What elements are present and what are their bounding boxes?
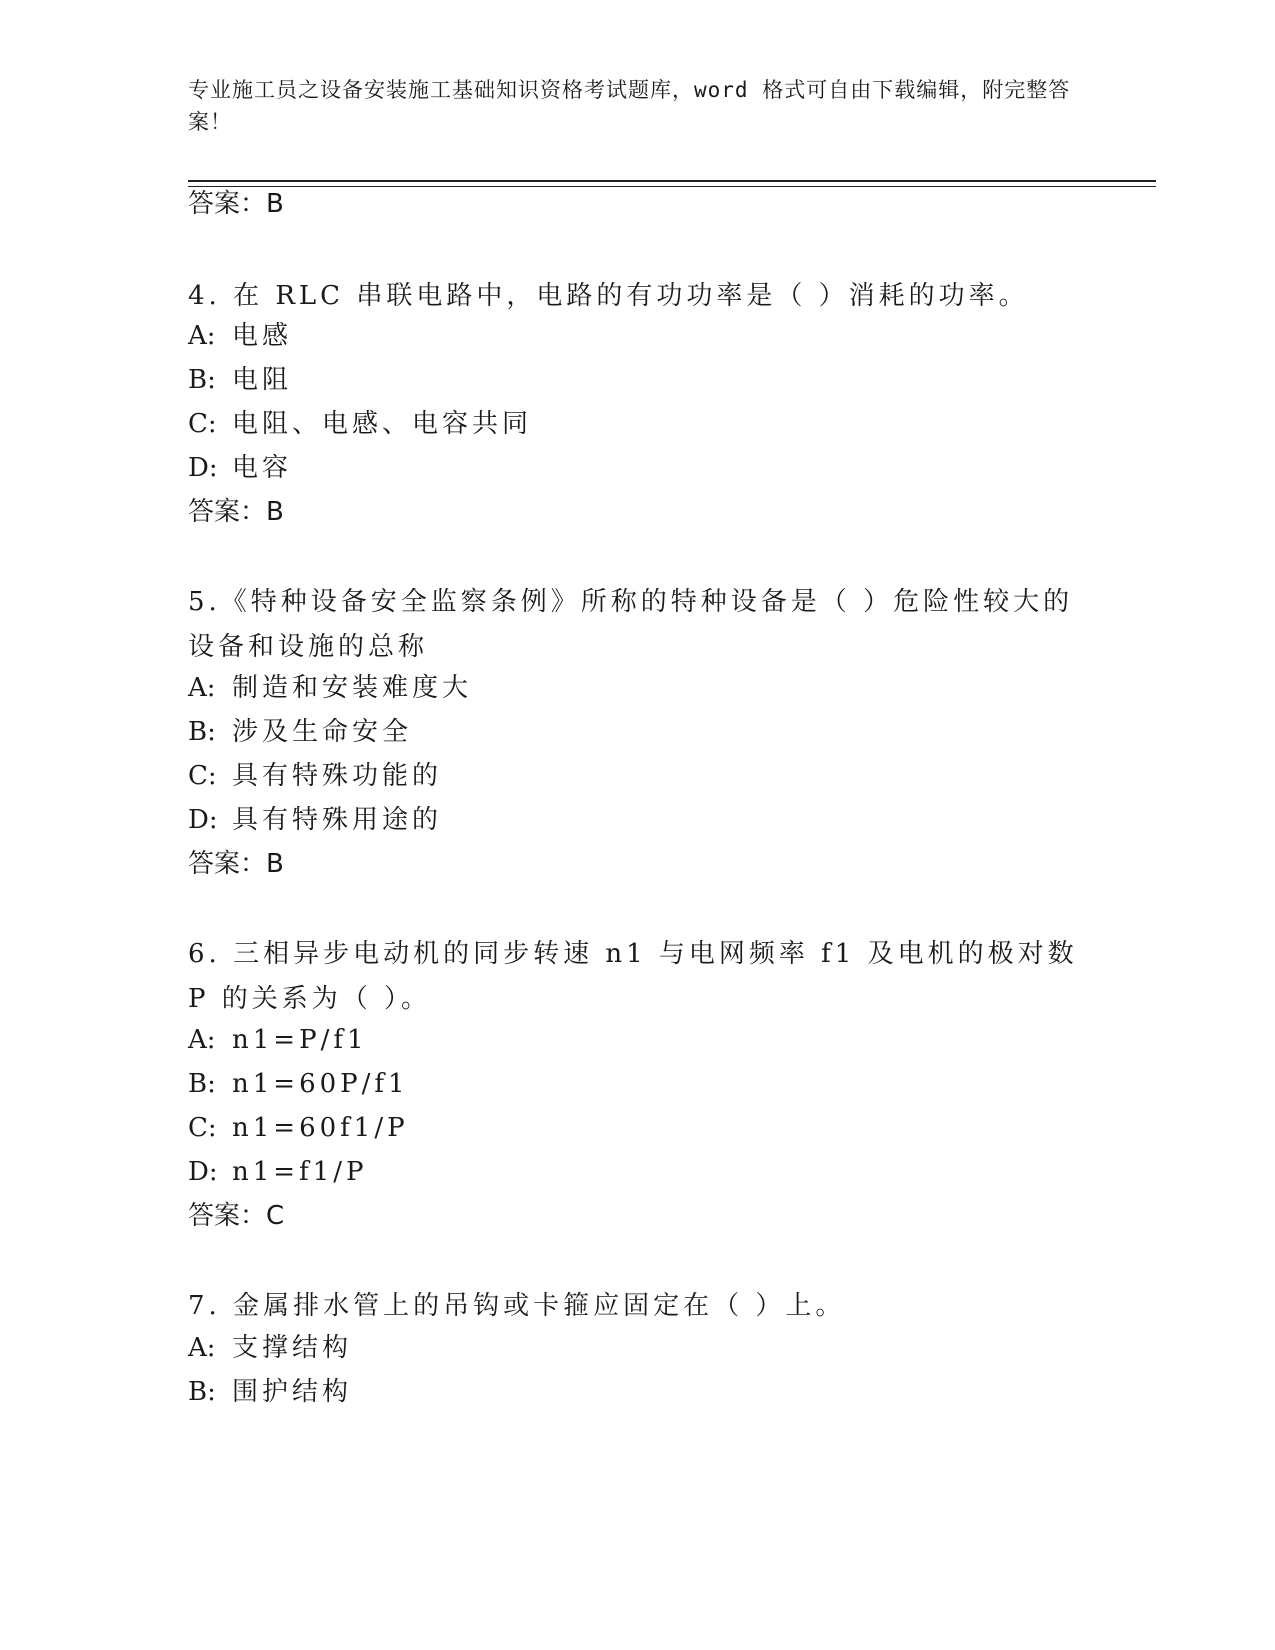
option-text: 制造和安装难度大 xyxy=(232,673,473,703)
question-6-answer: 答案：C xyxy=(188,1201,285,1231)
option-label: B: xyxy=(188,1069,216,1099)
question-4-answer: 答案：B xyxy=(188,497,284,527)
option-label: A: xyxy=(188,673,216,703)
option-label: B: xyxy=(188,1377,216,1407)
option-text: 电容 xyxy=(232,453,293,483)
option-text: 具有特殊用途的 xyxy=(232,805,443,835)
question-7-option-b xyxy=(188,1376,352,1408)
option-text: 围护结构 xyxy=(232,1377,353,1407)
option-label: D: xyxy=(188,1157,218,1187)
option-text: n1=P/f1 xyxy=(232,1025,368,1055)
question-5-option-c xyxy=(188,760,442,792)
question-4-option-b xyxy=(188,364,292,396)
option-label: B: xyxy=(188,365,216,395)
option-text: 电阻、电感、电容共同 xyxy=(232,409,533,439)
question-7-text: 7. 金属排水管上的吊钩或卡箍应固定在（ ）上。 xyxy=(188,1291,846,1321)
question-5-option-d xyxy=(188,804,442,836)
prev-answer: 答案：B xyxy=(188,189,284,219)
question-6-option-c xyxy=(188,1112,409,1144)
question-5-answer: 答案：B xyxy=(188,849,284,879)
option-label: D: xyxy=(188,453,218,483)
option-label: A: xyxy=(188,1025,216,1055)
page-header: 专业施工员之设备安装施工基础知识资格考试题库，word 格式可自由下载编辑，附完整答案！ xyxy=(188,78,1071,134)
question-5-option-b xyxy=(188,716,412,748)
option-text: 具有特殊功能的 xyxy=(232,761,443,791)
question-5-option-a xyxy=(188,672,472,704)
option-label: A: xyxy=(188,1333,216,1363)
question-5-text: 5.《特种设备安全监察条例》所称的特种设备是（ ）危险性较大的设备和设施的总称 xyxy=(188,587,1074,662)
option-text: n1=60P/f1 xyxy=(232,1069,409,1099)
option-text: 支撑结构 xyxy=(232,1333,353,1363)
question-6-option-b xyxy=(188,1068,409,1100)
option-text: n1=60f1/P xyxy=(232,1113,409,1143)
question-6-option-d xyxy=(188,1156,368,1188)
option-label: B: xyxy=(188,717,216,747)
question-4-option-a xyxy=(188,320,292,352)
option-label: A: xyxy=(188,321,216,351)
option-text: 涉及生命安全 xyxy=(232,717,413,747)
header-divider xyxy=(188,180,1156,187)
option-label: D: xyxy=(188,805,218,835)
question-4-option-d xyxy=(188,452,292,484)
option-label: C: xyxy=(188,761,217,791)
option-text: 电阻 xyxy=(232,365,293,395)
option-text: n1=f1/P xyxy=(232,1157,368,1187)
option-label: C: xyxy=(188,1113,217,1143)
option-text: 电感 xyxy=(232,321,293,351)
question-7-option-a xyxy=(188,1332,352,1364)
option-label: C: xyxy=(188,409,217,439)
question-4-option-c xyxy=(188,408,532,440)
question-6-text: 6. 三相异步电动机的同步转速 n1 与电网频率 f1 及电机的极对数 P 的关系为（ ）。 xyxy=(188,939,1078,1014)
question-4-text: 4. 在 RLC 串联电路中，电路的有功功率是（ ）消耗的功率。 xyxy=(188,281,1029,311)
question-6-option-a xyxy=(188,1024,368,1056)
